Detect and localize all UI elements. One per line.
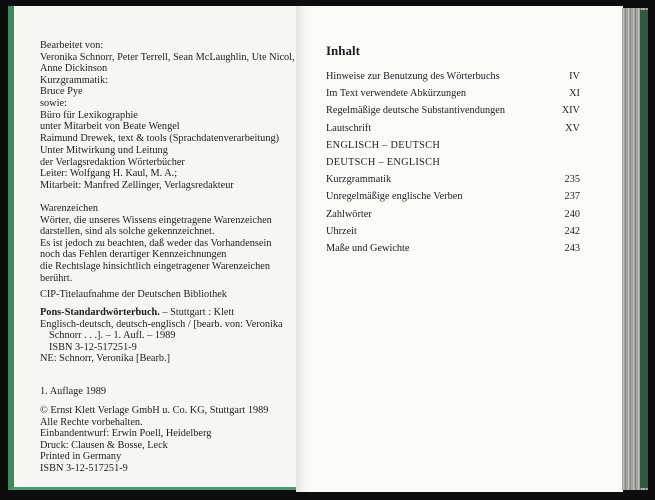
toc-entry-label: Unregelmäßige englische Verben bbox=[326, 191, 463, 203]
editorial-line: Unter Mitwirkung und Leitung bbox=[40, 145, 168, 156]
toc-entry-label: ENGLISCH – DEUTSCH bbox=[326, 139, 441, 151]
toc-entry-label: Maße und Gewichte bbox=[326, 242, 410, 254]
credits-block bbox=[40, 40, 295, 144]
book-gutter bbox=[296, 6, 314, 492]
cip-publisher: – Stuttgart : Klett bbox=[159, 307, 235, 318]
toc-entry-label: Kurzgrammatik bbox=[326, 174, 392, 186]
trademark-block bbox=[40, 203, 272, 284]
table-of-contents bbox=[326, 68, 580, 257]
credits-line: Raimund Drewek, text & tools (Sprachdatenverarbeitung) bbox=[40, 132, 280, 144]
edition: 1. Auflage 1989 bbox=[40, 386, 107, 397]
toc-entry bbox=[326, 240, 580, 257]
toc-entry-label: Regelmäßige deutsche Substantivendungen bbox=[326, 105, 506, 117]
trademark-line: Es ist jedoch zu beachten, daß weder das Vorhandensein bbox=[40, 237, 272, 249]
trademark-line: Warenzeichen bbox=[40, 203, 99, 214]
trademark-line: die Rechtslage hinsichtlich eingetragener Warenzeichen bbox=[40, 260, 270, 272]
toc-entry bbox=[326, 188, 580, 205]
toc-entry-label: Uhrzeit bbox=[326, 225, 357, 237]
cip-line: Schnorr . . .]. – 1. Aufl. – 1989 bbox=[49, 330, 176, 342]
editorial-line: Leiter: Wolfgang H. Kaul, M. A.; bbox=[40, 168, 178, 180]
book-cover-edge bbox=[640, 10, 648, 488]
editorial-block bbox=[40, 145, 234, 191]
credits-line: Bearbeitet von: bbox=[40, 40, 104, 51]
toc-entry-page: IV bbox=[569, 71, 580, 82]
editorial-line: der Verlagsredaktion Wörterbücher bbox=[40, 156, 185, 168]
toc-entry bbox=[326, 102, 580, 119]
imprint-line: © Ernst Klett Verlage GmbH u. Co. KG, Stuttgart 1989 bbox=[40, 405, 269, 416]
imprint-block bbox=[40, 405, 268, 475]
toc-entry-page: XI bbox=[569, 88, 580, 100]
toc-entry bbox=[326, 223, 580, 240]
toc-entry bbox=[326, 68, 580, 85]
cip-title: Pons-Standardwörterbuch. bbox=[40, 307, 160, 318]
credits-line: Kurzgrammatik: bbox=[40, 74, 109, 86]
contents-title: Inhalt bbox=[326, 43, 360, 58]
toc-entry-label: DEUTSCH – ENGLISCH bbox=[326, 156, 441, 168]
credits-line: Anne Dickinson bbox=[40, 63, 108, 75]
toc-entry-page: 243 bbox=[564, 242, 580, 254]
toc-entry bbox=[326, 85, 580, 102]
cip-heading: CIP-Titelaufnahme der Deutschen Bibliothek bbox=[40, 289, 227, 300]
toc-entry-label: Lautschrift bbox=[326, 122, 372, 134]
toc-entry-page: XV bbox=[565, 122, 580, 134]
trademark-line: berührt. bbox=[40, 272, 73, 284]
trademark-line: noch das Fehlen derartiger Kennzeichnungen bbox=[40, 249, 227, 261]
toc-entry-page: 235 bbox=[564, 174, 580, 186]
credits-line: Veronika Schnorr, Peter Terrell, Sean McLaughlin, Ute Nicol, bbox=[40, 51, 295, 63]
toc-entry-label: Hinweise zur Benutzung des Wörterbuchs bbox=[326, 71, 500, 82]
credits-line: unter Mitarbeit von Beate Wengel bbox=[40, 121, 180, 133]
credits-line: Büro für Lexikographie bbox=[40, 109, 138, 121]
cip-line: NE: Schnorr, Veronika [Bearb.] bbox=[40, 353, 171, 365]
credits-line: sowie: bbox=[40, 97, 67, 109]
toc-entry bbox=[326, 137, 580, 154]
imprint-line: Druck: Clausen & Bosse, Leck bbox=[40, 439, 168, 451]
toc-entry bbox=[326, 154, 580, 171]
imprint-line: Einbandentwurf: Erwin Poell, Heidelberg bbox=[40, 428, 212, 440]
imprint-line: Alle Rechte vorbehalten. bbox=[40, 416, 143, 428]
toc-entry-page: XIV bbox=[561, 105, 580, 117]
trademark-line: darstellen, sind als solche gekennzeichnet. bbox=[40, 226, 215, 238]
toc-entry-label: Zahlwörter bbox=[326, 208, 372, 220]
toc-entry bbox=[326, 206, 580, 223]
toc-entry bbox=[326, 171, 580, 188]
credits-line: Bruce Pye bbox=[40, 86, 83, 98]
cip-line: Englisch-deutsch, deutsch-englisch / [bearb. von: Veronika bbox=[40, 318, 283, 330]
toc-entry-label: Im Text verwendete Abkürzungen bbox=[326, 88, 467, 100]
trademark-line: Wörter, die unseres Wissens eingetragene Warenzeichen bbox=[40, 214, 272, 226]
toc-entry bbox=[326, 120, 580, 137]
cip-block bbox=[40, 307, 283, 365]
toc-entry-page: 240 bbox=[564, 208, 580, 220]
editorial-line: Mitarbeit: Manfred Zellinger, Verlagsredakteur bbox=[40, 179, 234, 191]
toc-entry-page: 242 bbox=[564, 225, 580, 237]
cip-isbn: ISBN 3-12-517251-9 bbox=[49, 341, 137, 353]
imprint-line: Printed in Germany bbox=[40, 451, 122, 463]
toc-entry-page: 237 bbox=[564, 191, 580, 203]
imprint-line: ISBN 3-12-517251-9 bbox=[40, 462, 128, 474]
cip-title-line bbox=[40, 307, 283, 319]
